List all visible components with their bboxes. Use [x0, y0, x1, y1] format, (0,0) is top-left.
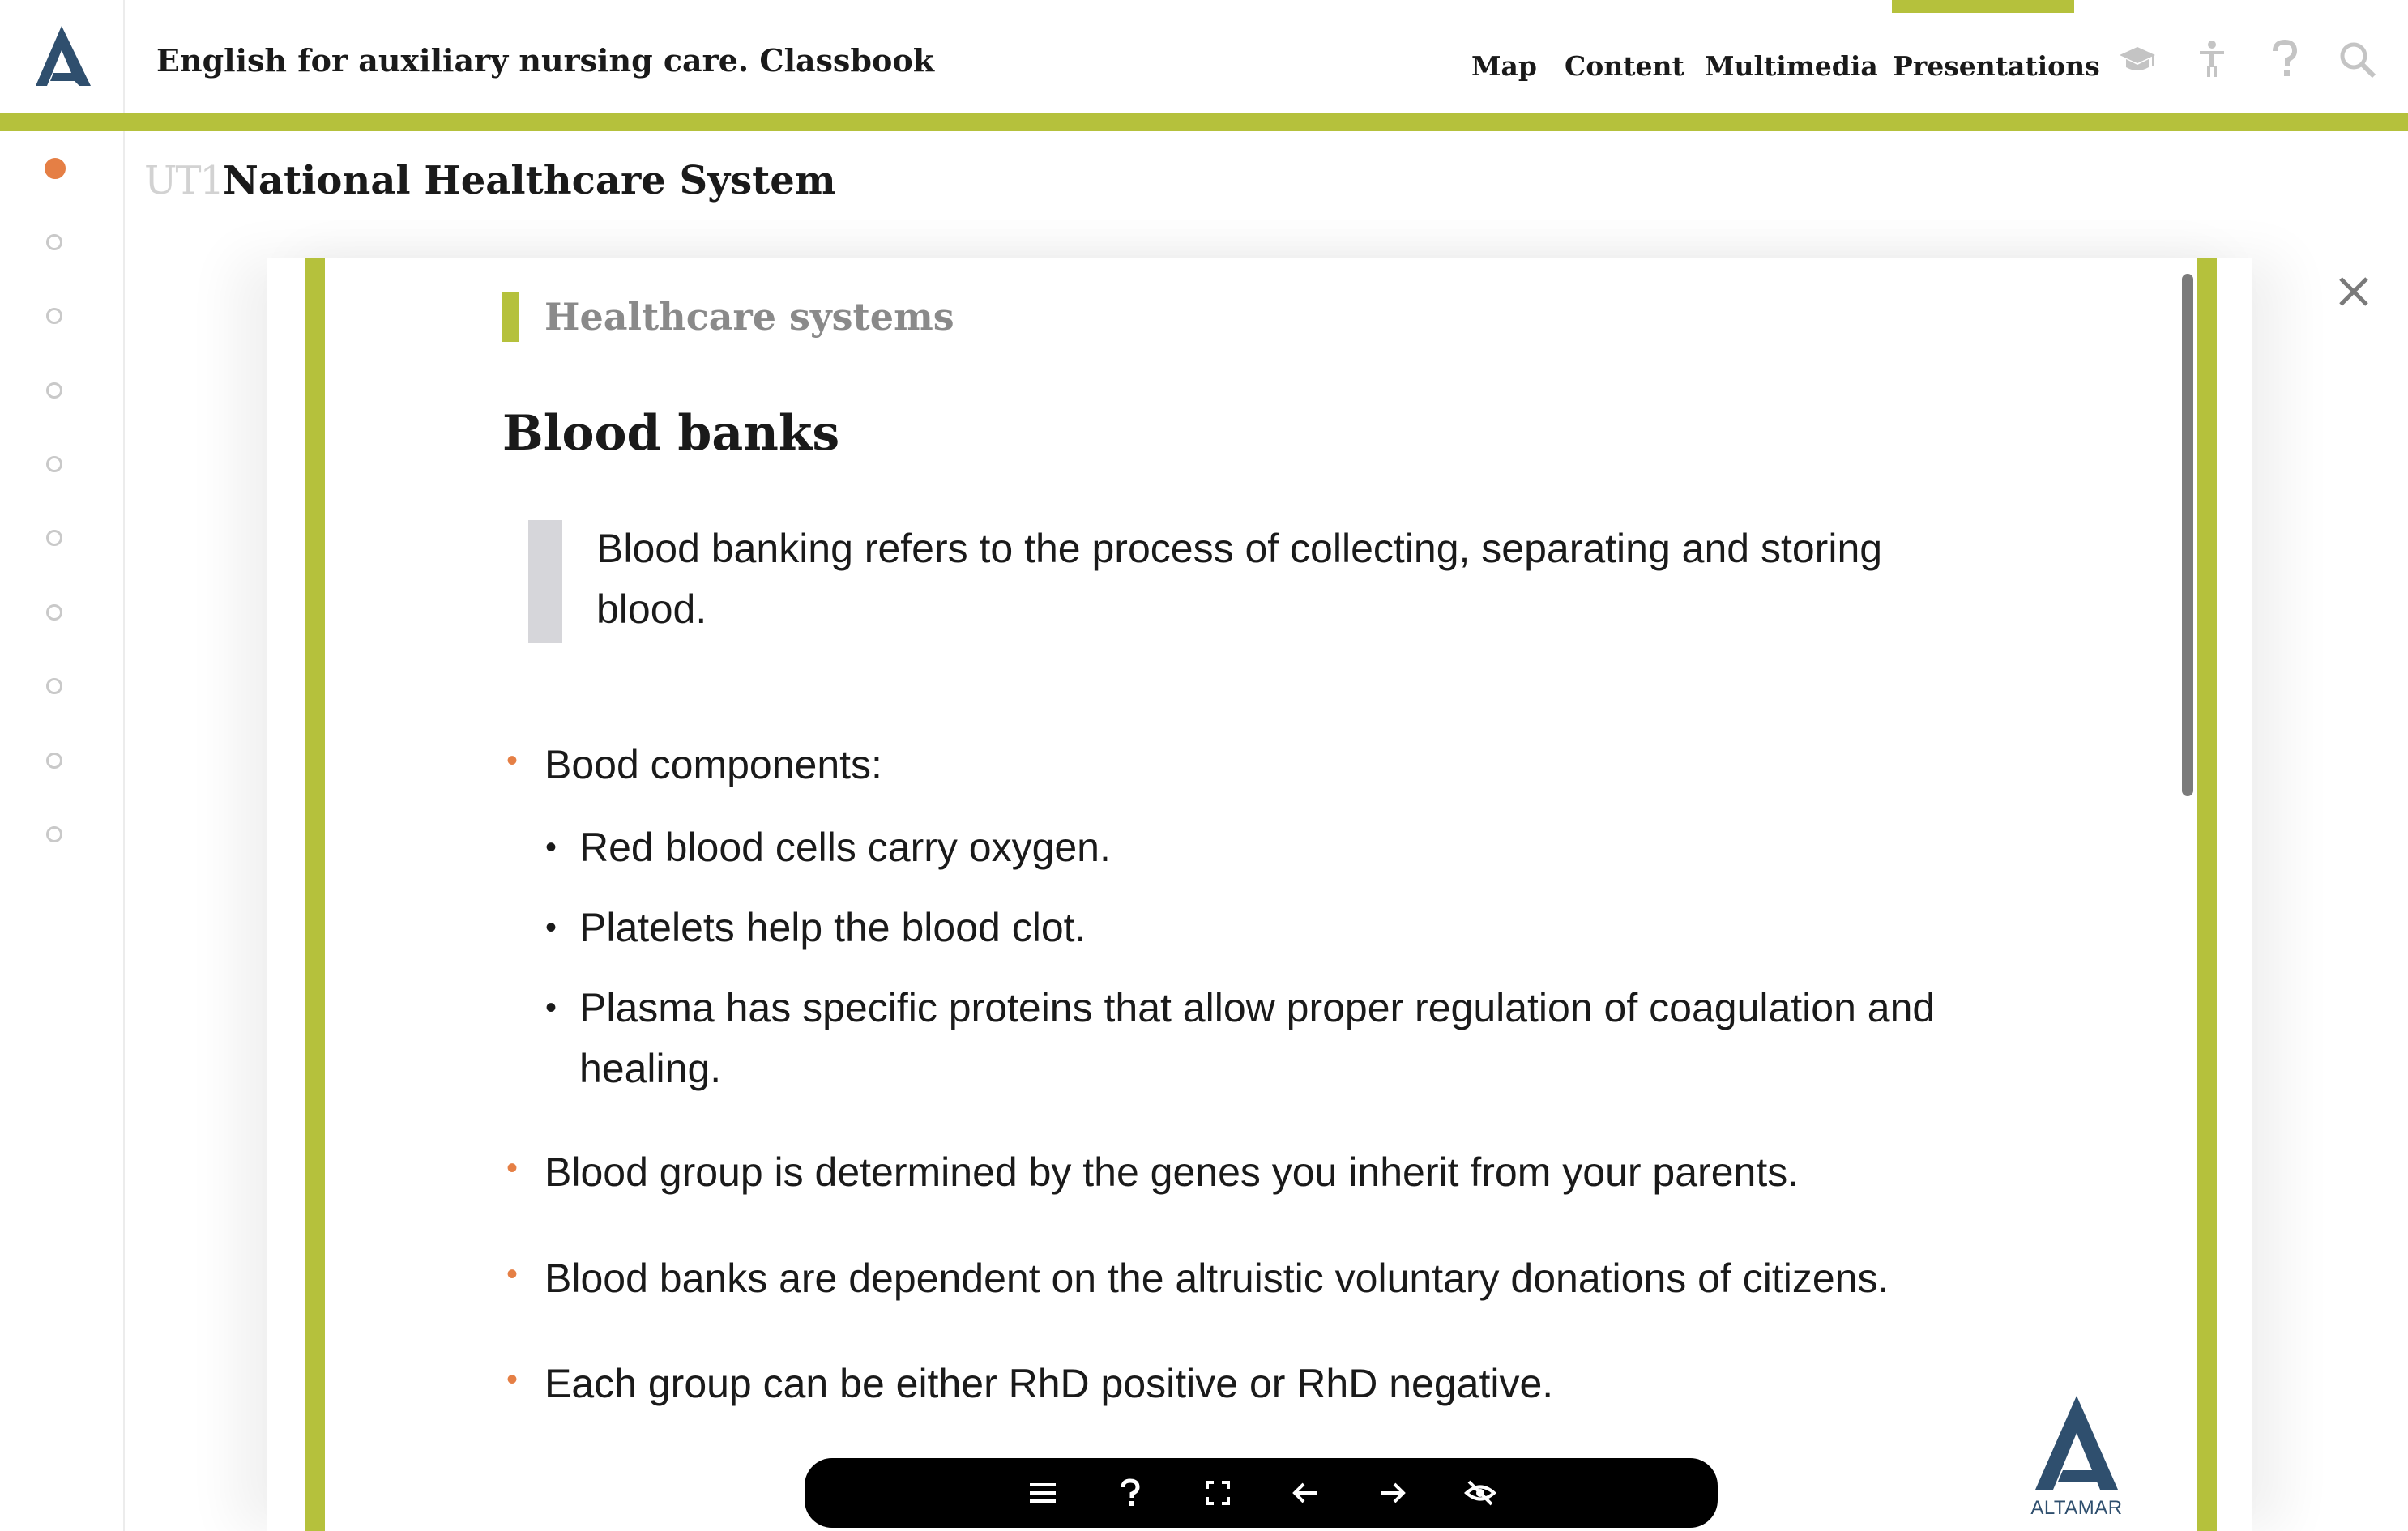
bullet-item: • Bood components:: [544, 741, 882, 788]
accessibility-icon[interactable]: [2189, 37, 2235, 83]
unit-code: UT1: [144, 158, 224, 203]
menu-icon: [1028, 1481, 1057, 1505]
fullscreen-button[interactable]: [1174, 1458, 1262, 1528]
definition-quote: [528, 518, 2003, 640]
slide-nav-rail: [0, 131, 125, 1531]
nav-presentations[interactable]: Presentations: [1893, 50, 2100, 82]
menu-button[interactable]: [999, 1458, 1087, 1528]
bullet-item: • Each group can be either RhD positive or RhD negative.: [544, 1360, 1553, 1407]
slide-dot-5[interactable]: [46, 456, 62, 472]
quote-text: Blood banking refers to the process of collecting, separating and storing blood.: [596, 526, 1883, 632]
slide-dot-3[interactable]: [46, 308, 62, 324]
top-header: [0, 0, 2408, 131]
hide-button[interactable]: [1437, 1458, 1524, 1528]
home-logo[interactable]: [0, 0, 125, 113]
nav-content[interactable]: Content: [1565, 50, 1684, 82]
altamar-logo-icon: [29, 23, 94, 91]
brand-name: ALTAMAR: [2030, 1497, 2123, 1519]
unit-heading: [144, 158, 836, 203]
close-icon[interactable]: [2329, 267, 2378, 316]
section-tag-bar: [502, 292, 519, 342]
slide-dot-1[interactable]: [45, 158, 66, 179]
section-tag: [502, 292, 954, 342]
slide-dot-8[interactable]: [46, 678, 62, 694]
graduation-cap-icon[interactable]: [2115, 37, 2160, 83]
bullet-item: • Blood group is determined by the genes you inherit from your parents.: [544, 1149, 1799, 1196]
sub-bullet-item: • Platelets help the blood clot.: [579, 898, 2054, 958]
slide-scrollbar[interactable]: [2182, 274, 2193, 796]
arrow-right-icon: [1379, 1481, 1407, 1505]
slide-dot-2[interactable]: [46, 234, 62, 250]
sub-bullet-item: • Plasma has specific proteins that allow proper regulation of coagulation and healing.: [579, 978, 2054, 1099]
fullscreen-icon: [1205, 1480, 1231, 1506]
slide-title: Blood banks: [502, 405, 840, 462]
nav-map[interactable]: Map: [1471, 50, 1537, 82]
search-icon[interactable]: [2335, 37, 2380, 83]
presentation-toolbar: [805, 1458, 1718, 1528]
slide-dot-6[interactable]: [46, 530, 62, 546]
slide-dot-7[interactable]: [46, 604, 62, 621]
app-title: English for auxiliary nursing care. Classbook: [156, 42, 935, 79]
next-slide-button[interactable]: [1349, 1458, 1437, 1528]
hide-icon: [1464, 1479, 1496, 1507]
nav-active-indicator: [1892, 0, 2074, 13]
slide-dot-9[interactable]: [46, 753, 62, 769]
help-icon: [1119, 1478, 1142, 1508]
section-tag-label: Healthcare systems: [544, 295, 954, 339]
nav-multimedia[interactable]: Multimedia: [1705, 50, 1878, 82]
slide-dot-4[interactable]: [46, 382, 62, 399]
previous-slide-button[interactable]: [1262, 1458, 1349, 1528]
arrow-left-icon: [1292, 1481, 1319, 1505]
unit-title: National Healthcare System: [223, 158, 836, 203]
quote-bar: [528, 520, 562, 643]
sub-bullet-item: • Red blood cells carry oxygen.: [579, 817, 2054, 878]
help-button[interactable]: [1087, 1458, 1174, 1528]
help-icon[interactable]: [2262, 37, 2308, 83]
bullet-item: • Blood banks are dependent on the altruistic voluntary donations of citizens.: [544, 1255, 1889, 1302]
slide-dot-10[interactable]: [46, 826, 62, 842]
